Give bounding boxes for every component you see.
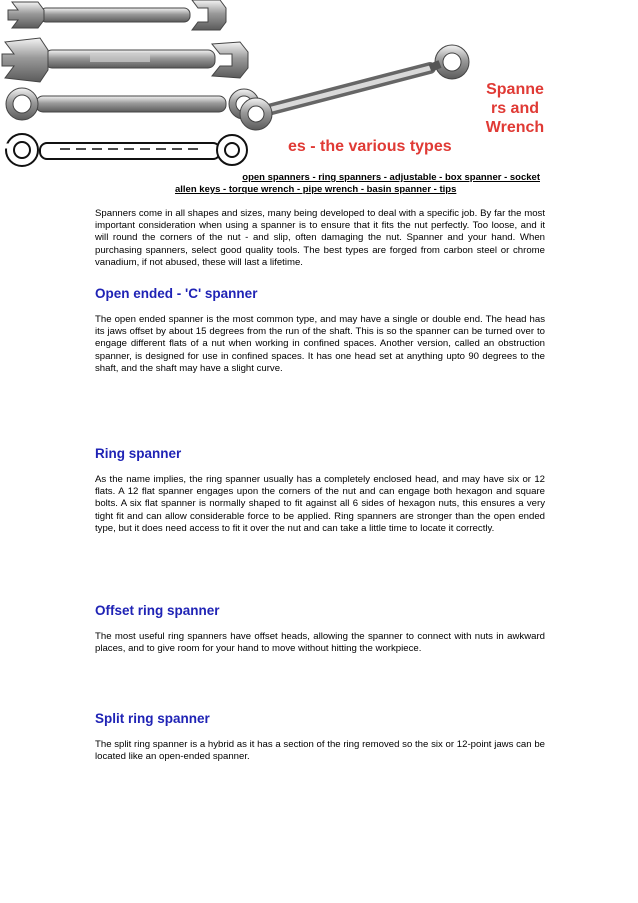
intro-paragraph: Spanners come in all shapes and sizes, many being developed to deal with a specific job. By far the most important consideration when using a spanner is to ensure that it fits the nut perfectly. Too loose, and it will round the corners of the nut - and slip, often damaging the nut. Spanner and your hand. When purchasing spanners, select good quality tools. The best types are forged from carbon steel or chrome vanadium, if not abused, these will last a lifetime. (95, 208, 545, 268)
page-title-tail: es - the various types (288, 138, 452, 155)
section-open-ended (95, 286, 545, 375)
page-title-line: rs and (490, 100, 539, 117)
split-ring-spanner-image (2, 134, 247, 166)
ring-spanner-image (6, 88, 259, 120)
section-body: The open ended spanner is the most common type, and may have a single or double end. The head has its jaws offset by about 15 degrees from the run of the shaft. This is so the spanner can be turned over to engage different flats of a nut when working in confined spaces. Another version, called an obstruction spanner, is designed for use in confined spaces. It has one head set at anything upto 90 degrees to the shaft, and the shaft may have a slight curve. (95, 314, 545, 374)
offset-ring-spanner-image (240, 45, 469, 130)
nav-links-row-2[interactable]: allen keys - torque wrench - pipe wrench - basin spanner - tips (175, 184, 457, 195)
page-title-line: Spanne (486, 81, 544, 98)
section-body: The most useful ring spanners have offset heads, allowing the spanner to connect with nuts in awkward places, and to give room for your hand to move without hitting the workpiece. (95, 631, 545, 655)
topic-navigation (150, 172, 540, 196)
section-body: The split ring spanner is a hybrid as it has a section of the ring removed so the six or 12-point jaws can be located like an open-ended spanner. (95, 739, 545, 763)
page-title-line: Wrench (485, 119, 545, 136)
open-spanner-image (8, 0, 226, 30)
section-heading: Ring spanner (95, 446, 182, 461)
nav-links-row-1[interactable]: open spanners - ring spanners - adjustable - box spanner - socket (242, 172, 540, 183)
section-heading: Open ended - 'C' spanner (95, 286, 258, 301)
section-split-ring (95, 711, 545, 763)
intro-block (95, 208, 545, 269)
section-heading: Split ring spanner (95, 711, 210, 726)
page-title (470, 80, 560, 137)
section-offset-ring (95, 603, 545, 655)
section-heading: Offset ring spanner (95, 603, 220, 618)
combination-spanner-image (2, 38, 248, 82)
section-body: As the name implies, the ring spanner usually has a completely enclosed head, and may have six or 12 flats. A 12 flat spanner engages upon the corners of the nut and can engage both hexagon and square bolts. A six flat spanner is normally shaped to fit against all 6 sides of hexagon nuts, this ensures a very tight fit and can allow considerable force to be applied. Ring spanners are stronger than the open ended type, but it does need access to fit it over the nut and can take a little time to locate it correctly. (95, 474, 545, 534)
section-ring-spanner (95, 446, 545, 535)
